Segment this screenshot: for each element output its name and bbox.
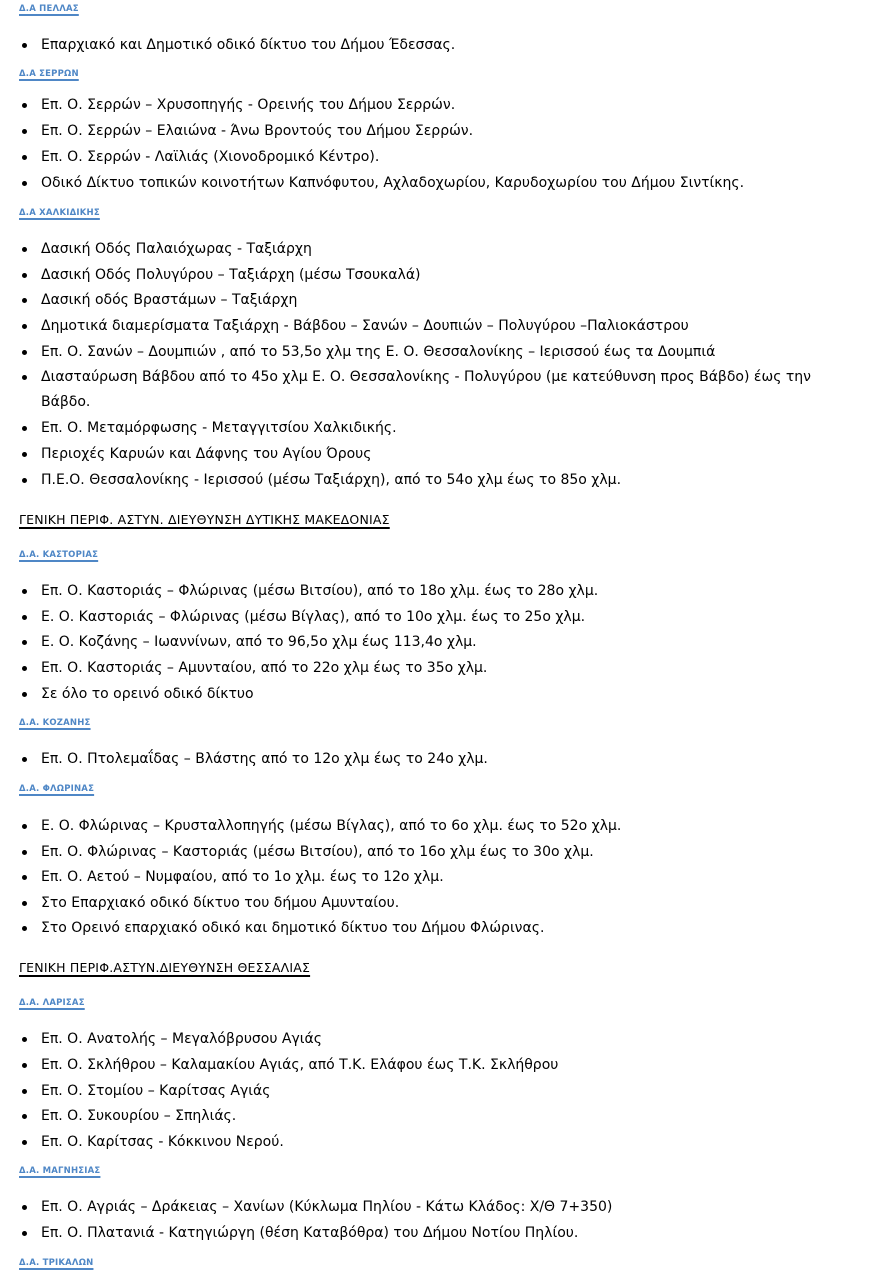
list-item-text: Επ. Ο. Σανών – Δουμπιών , από το 53,5ο χλμ της Ε. Ο. Θεσσαλονίκης – Ιερισσού έως τα Δουμπιά [41, 344, 716, 360]
bullet-icon [22, 589, 27, 594]
list-item-text: Ε. Ο. Καστοριάς – Φλώρινας (μέσω Βίγλας), από το 10ο χλμ. έως το 25ο χλμ. [41, 609, 586, 625]
bullet-icon [22, 875, 27, 880]
bullet-icon [22, 1037, 27, 1042]
bullet-icon [22, 850, 27, 855]
bullet-icon [22, 1089, 27, 1094]
list-item-text: Επ. Ο. Φλώρινας – Καστοριάς (μέσω Βιτσίου), από το 16ο χλμ έως το 30ο χλμ. [41, 844, 594, 860]
list-item-text: Στο Ορεινό επαρχιακό οδικό και δημοτικό δίκτυο του Δήμου Φλώρινας. [41, 920, 545, 936]
list-item-text: Επ. Ο. Σερρών - Λαϊλιάς (Χιονοδρομικό Κέντρο). [41, 149, 380, 165]
bullet-icon [22, 324, 27, 329]
list-item-text: Επ. Ο. Αγριάς – Δράκειας – Χανίων (Κύκλωμα Πηλίου - Κάτω Κλάδος: Χ/Θ 7+350) [41, 1199, 613, 1215]
list-item-continuation: Βάβδο. [41, 394, 91, 410]
list-item-text: Δημοτικά διαμερίσματα Ταξιάρχη - Βάβδου – Σανών – Δουπιών – Πολυγύρου –Παλιοκάστρου [41, 318, 689, 334]
list-item-text: Επ. Ο. Σκλήθρου – Καλαμακίου Αγιάς, από Τ.Κ. Ελάφου έως Τ.Κ. Σκλήθρου [41, 1057, 559, 1073]
bullet-icon [22, 452, 27, 457]
list-item-text: Ε. Ο. Φλώρινας – Κρυσταλλοπηγής (μέσω Βίγλας), από το 6ο χλμ. έως το 52ο χλμ. [41, 818, 622, 834]
bullet-icon [22, 926, 27, 931]
region-heading: Δ.Α. ΤΡΙΚΑΛΩΝ [19, 1258, 94, 1268]
list-item-text: Επαρχιακό και Δημοτικό οδικό δίκτυο του Δήμου Έδεσσας. [41, 37, 456, 53]
list-item-text: Επ. Ο. Πλατανιά - Κατηγιώργη (θέση Καταβόθρα) του Δήμου Νοτίου Πηλίου. [41, 1225, 579, 1241]
bullet-icon [22, 692, 27, 697]
list-item-text: Επ. Ο. Στομίου – Καρίτσας Αγιάς [41, 1083, 271, 1099]
bullet-icon [22, 43, 27, 48]
list-item-text: Στο Επαρχιακό οδικό δίκτυο του δήμου Αμυνταίου. [41, 895, 400, 911]
bullet-icon [22, 824, 27, 829]
bullet-icon [22, 426, 27, 431]
list-item-text: Επ. Ο. Σερρών – Ελαιώνα - Άνω Βροντούς του Δήμου Σερρών. [41, 123, 474, 139]
region-heading: Δ.Α. ΛΑΡΙΣΑΣ [19, 998, 85, 1008]
list-item-text: Επ. Ο. Καρίτσας - Κόκκινου Νερού. [41, 1134, 284, 1150]
bullet-icon [22, 298, 27, 303]
list-item-text: Επ. Ο. Σερρών – Χρυσοπηγής - Ορεινής του Δήμου Σερρών. [41, 97, 456, 113]
region-heading: Δ.Α. ΦΛΩΡΙΝΑΣ [19, 784, 95, 794]
list-item-text: Επ. Ο. Μεταμόρφωσης - Μεταγγιτσίου Χαλκιδικής. [41, 420, 397, 436]
bullet-icon [22, 1114, 27, 1119]
list-item-text: Επ. Ο. Αετού – Νυμφαίου, από το 1ο χλμ. έως το 12ο χλμ. [41, 869, 444, 885]
bullet-icon [22, 1231, 27, 1236]
list-item-text: Επ. Ο. Καστοριάς – Αμυνταίου, από το 22ο χλμ έως το 35ο χλμ. [41, 660, 488, 676]
region-heading: Δ.Α ΧΑΛΚΙΔΙΚΗΣ [19, 208, 100, 218]
region-heading: Δ.Α ΣΕΡΡΩΝ [19, 69, 79, 79]
list-item-text: Περιοχές Καρυών και Δάφνης του Αγίου Όρους [41, 446, 372, 462]
bullet-icon [22, 615, 27, 620]
bullet-icon [22, 247, 27, 252]
list-item-text: Δασική Οδός Παλαιόχωρας - Ταξιάρχη [41, 241, 312, 257]
bullet-icon [22, 350, 27, 355]
list-item-text: Οδικό Δίκτυο τοπικών κοινοτήτων Καπνόφυτου, Αχλαδοχωρίου, Καρυδοχωρίου του Δήμου Σιντίκης. [41, 175, 745, 191]
bullet-icon [22, 757, 27, 762]
bullet-icon [22, 666, 27, 671]
bullet-icon [22, 1063, 27, 1068]
bullet-icon [22, 375, 27, 380]
list-item-text: Διασταύρωση Βάβδου από το 45ο χλμ Ε. Ο. Θεσσαλονίκης - Πολυγύρου (με κατεύθυνση προς Βάβδο) έως την [41, 369, 811, 385]
list-item-text: Σε όλο το ορεινό οδικό δίκτυο [41, 686, 254, 702]
directorate-heading: ΓΕΝΙΚΗ ΠΕΡΙΦ. ΑΣΤΥΝ. ΔΙΕΥΘΥΝΣΗ ΔΥΤΙΚΗΣ ΜΑΚΕΔΟΝΙΑΣ [19, 512, 390, 527]
list-item-text: Π.Ε.Ο. Θεσσαλονίκης - Ιερισσού (μέσω Ταξιάρχη), από το 54ο χλμ έως το 85ο χλμ. [41, 472, 622, 488]
bullet-icon [22, 640, 27, 645]
bullet-icon [22, 129, 27, 134]
list-item-text: Επ. Ο. Συκουρίου – Σπηλιάς. [41, 1108, 237, 1124]
bullet-icon [22, 103, 27, 108]
list-item-text: Επ. Ο. Πτολεμαΐδας – Βλάστης από το 12ο χλμ έως το 24ο χλμ. [41, 751, 488, 767]
region-heading: Δ.Α. ΜΑΓΝΗΣΙΑΣ [19, 1166, 101, 1176]
region-heading: Δ.Α. ΚΑΣΤΟΡΙΑΣ [19, 550, 99, 560]
bullet-icon [22, 901, 27, 906]
bullet-icon [22, 181, 27, 186]
list-item-text: Επ. Ο. Καστοριάς – Φλώρινας (μέσω Βιτσίου), από το 18ο χλμ. έως το 28ο χλμ. [41, 583, 599, 599]
list-item-text: Δασική οδός Βραστάμων – Ταξιάρχη [41, 292, 298, 308]
region-heading: Δ.Α. ΚΟΖΑΝΗΣ [19, 718, 91, 728]
bullet-icon [22, 478, 27, 483]
list-item-text: Ε. Ο. Κοζάνης – Ιωαννίνων, από το 96,5ο χλμ έως 113,4ο χλμ. [41, 634, 477, 650]
directorate-heading: ΓΕΝΙΚΗ ΠΕΡΙΦ.ΑΣΤΥΝ.ΔΙΕΥΘΥΝΣΗ ΘΕΣΣΑΛΙΑΣ [19, 960, 311, 975]
list-item-text: Δασική Οδός Πολυγύρου – Ταξιάρχη (μέσω Τσουκαλά) [41, 267, 421, 283]
bullet-icon [22, 1140, 27, 1145]
bullet-icon [22, 273, 27, 278]
list-item-text: Επ. Ο. Ανατολής – Μεγαλόβρυσου Αγιάς [41, 1031, 322, 1047]
bullet-icon [22, 155, 27, 160]
region-heading: Δ.Α ΠΕΛΛΑΣ [19, 4, 79, 14]
bullet-icon [22, 1205, 27, 1210]
